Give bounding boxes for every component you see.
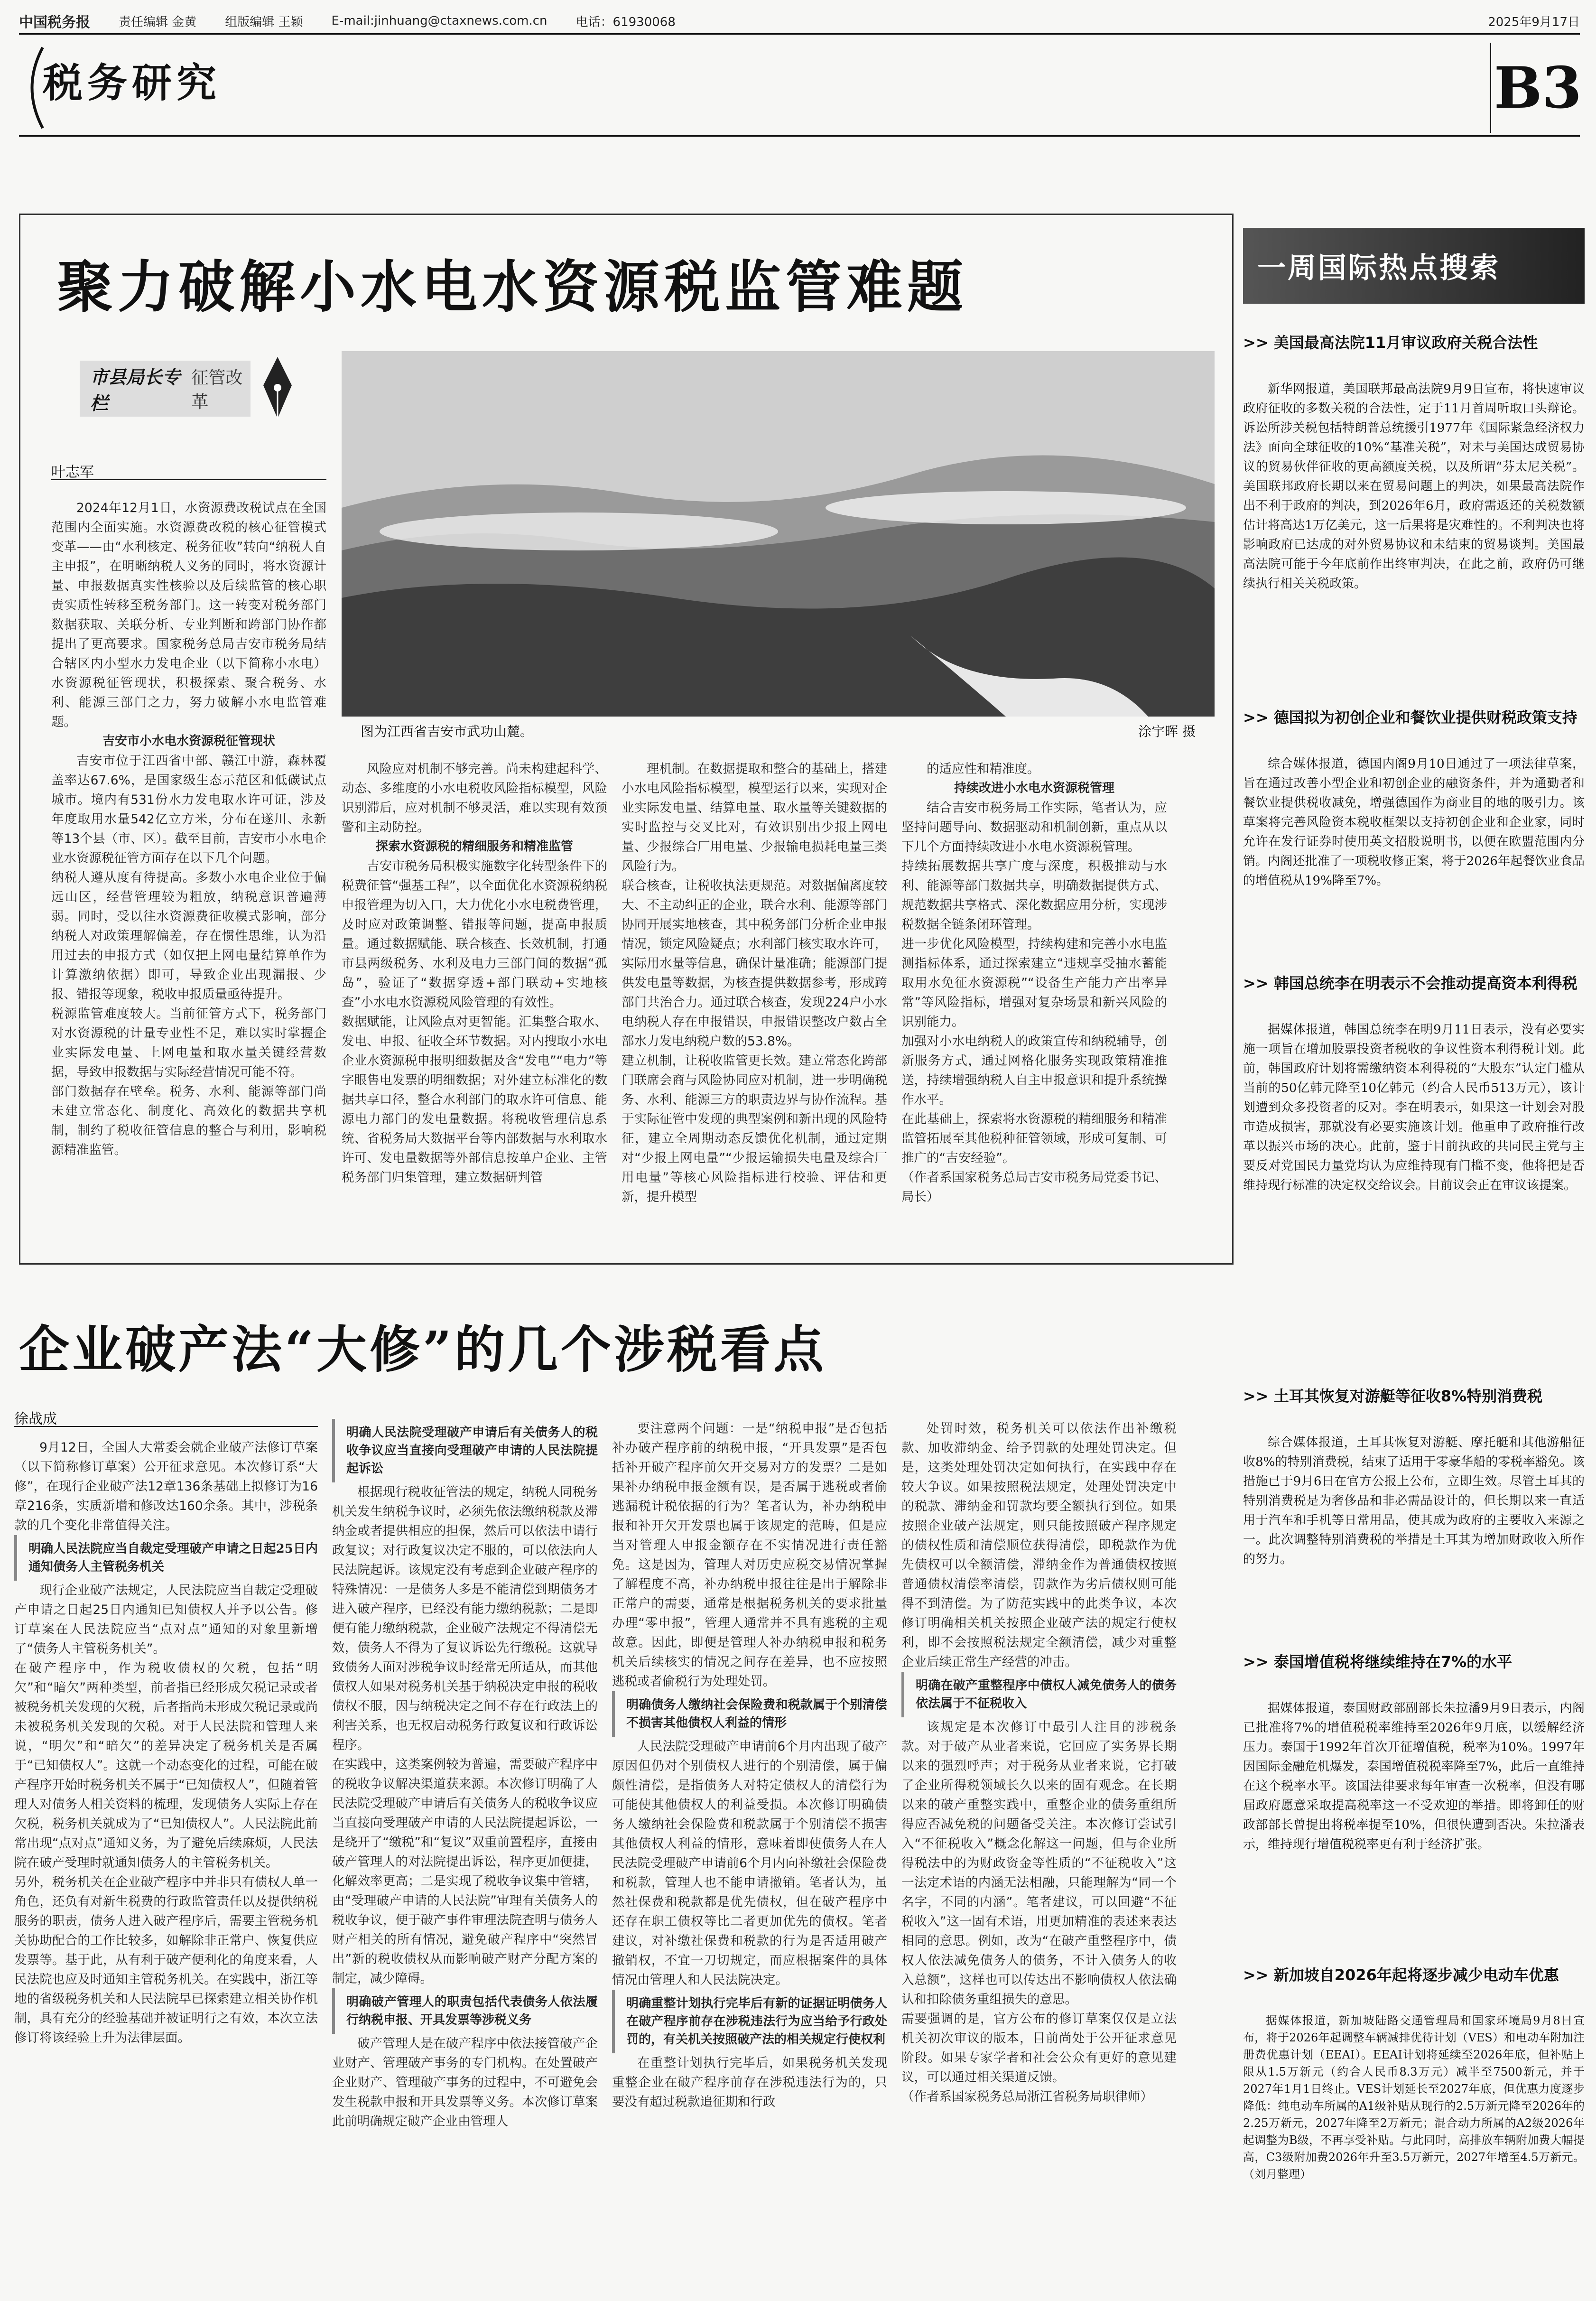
news-body: 综合媒体报道，土耳其恢复对游艇、摩托艇和其他游船征收8%的特别消费税，结束了适用于零豪华船的零税率豁免。该措施已于9月6日在官方公报上公布，立即生效。尽管土耳其的特别消费税是为奢侈品和非必需品设计的，但长期以来一直适用于汽车和手机等日常用品，使其成为政府的主要收入来源之一。此次调整特别消费税的举措是土耳其为增加财政收入所作的努力。	[1243, 1435, 1585, 1566]
news-body: 据媒体报道，新加坡陆路交通管理局和国家环境局9月8日宣布，将于2026年起调整车辆减排优待计划（VES）和电动车附加注册费优惠计划（EEAI）。EEAI计划将延续至2026年底，但补贴上限从1.5万新元（约合人民币8.3万元）减半至7500新元，并于2027年1月1日终止。VES计划延长至2027年底，但优惠力度逐步降低：纯电动车所属的A1级补贴从现行的2.5万新元降至2026年的2.25万新元，2027年降至2万新元；混合动力所属的A2级2026年起调整为B级，不再享受补贴。与此同时，高排放车辆附加费大幅提高，C3级附加费2026年升至3.5万新元，2027年增至4.5万新元。（刘月整理）	[1243, 2014, 1585, 2181]
subheading: 持续改进小水电水资源税管理	[954, 781, 1114, 795]
paragraph: 在重整计划执行完毕后，如果税务机关发现重整企业在破产程序前存在涉税违法行为的，只要没有超过税款追征期和行政	[612, 2056, 887, 2109]
photo-caption	[342, 721, 1215, 740]
subheading: 吉安市小水电水资源税征管现状	[102, 734, 275, 748]
pull-quote: 明确破产管理人的职责包括代表债务人依法履行纳税申报、开具发票等涉税义务	[332, 1988, 598, 2034]
paragraph: 2024年12月1日，水资源费改税试点在全国范围内全面实施。水资源费改税的核心征管模式变革——由“水利核定、税务征收”转向“纳税人自主申报”，在明晰纳税人义务的同时，将水资源计量、申报数据真实性核验以及后续监管的核心职责实质性转移至税务部门。这一转变对税务部门数据获取、关联分析、专业判断和跨部门协作都提出了更高要求。国家税务总局吉安市税务局结合辖区内小型水力发电企业（以下简称小水电）水资源税征管现状，积极探索、聚合税务、水利、能源三部门之力，努力破解小水电监管难题。	[51, 501, 326, 729]
article-column	[51, 498, 326, 1160]
article-column	[612, 1419, 887, 2112]
news-headline: >> 韩国总统李在明表示不会推动提高资本利得税	[1243, 974, 1577, 992]
article-author: 徐战成	[14, 1411, 57, 1427]
divider	[19, 135, 1580, 137]
paragraph: 的适应性和精准度。	[927, 762, 1040, 776]
photo-caption-text: 图为江西省吉安市武功山麓。	[361, 724, 534, 739]
paragraph: 处罚时效，税务机关可以依法作出补缴税款、加收滞纳金、给予罚款的处理处罚决定。但是，这类处理处罚决定如何执行，在实践中存在较大争议。如果按照税法规定，处理处罚决定中的税款、滞纳金和罚款均要全额执行到位。如果按照企业破产法规定，则只能按照破产程序规定的债权性质和清偿顺位获得清偿，即税款作为优先债权可以全额清偿，滞纳金作为普通债权按照普通债权清偿率清偿，罚款作为劣后债权则可能得不到清偿。为了防范实践中的此类争议，本次修订明确相关机关按照企业破产法的规定行使权利，即不会按照税法规定全额清偿，减少对重整企业后续正常生产经营的冲击。	[901, 1421, 1177, 1669]
editor: 责任编辑 金黄	[119, 15, 197, 29]
article-author: 叶志军	[51, 464, 94, 481]
email[interactable]: E-mail:jinhuang@ctaxnews.com.cn	[331, 14, 547, 28]
landscape-photo	[342, 351, 1215, 717]
paragraph: 破产管理人是在破产程序中依法接管破产企业财产、管理破产事务的专门机构。在处置破产企业财产、管理破产事务的过程中，不可避免会发生税款申报和开具发票等义务。本次修订草案此前明确规定破产企业由管理人	[332, 2036, 598, 2129]
article-title: 企业破产法“大修”的几个涉税看点	[19, 1320, 826, 1379]
column-sub: 征管改革	[191, 368, 243, 412]
news-body: 据媒体报道，泰国财政部副部长朱拉潘9月9日表示，内阁已批准将7%的增值税税率维持至2026年9月底，以缓解经济压力。泰国于1992年首次开征增值税，税率为10%。1997年因国际金融危机爆发，泰国增值税税率降至7%，此后一直维持在这个税率水平。该国法律要求每年审查一次税率，但没有哪届政府愿意采取提高税率这一不受欢迎的举措。即将卸任的财政部部长曾提出将税率提至10%，但很快遭到否决。朱拉潘表示，维持现行增值税税率更有利于经济扩张。	[1243, 1701, 1585, 1852]
paragraph: 现行企业破产法规定，人民法院应当自裁定受理破产申请之日起25日内通知已知债权人并予以公告。修订草案在人民法院应当“点对点”通知的对象里新增了“债务人主管税务机关”。 在破产程序中，作为税收债权的欠税，包括“明欠”和“暗欠”两种类型，前者指已经形成欠税记录或者被税务机关发现的欠税，后者指尚未形成欠税记录或尚未被税务机关发现的欠税。对于人民法院和管理人来说，“明欠”和“暗欠”的差异决定了税务机关是否属于“已知债权人”。这就一个动态变化的过程，可能在破产程序开始时税务机关不属于“已知债权人”，但随着管理人对债务人相关资料的梳理，发现债务人实际上存在欠税，税务机关就成为了“已知债权人”。人民法院此前常出现“点对点”通知义务，为了避免后续麻烦，人民法院在破产受理时就通知债务人的主管税务机关。 另外，税务机关在企业破产程序中并非只有债权人单一角色，还负有对新生税费的行政监管责任以及提供纳税服务的职责，债务人进入破产程序后，需要主管税务机关协助配合的工作比较多，如解除非正常户、恢复供应发票等。基于此，从有利于破产便利化的角度来看，人民法院也应及时通知主管税务机关。在实践中，浙江等地的省级税务机关和人民法院早已探索建立相关协作机制，具有充分的经验基础并被证明行之有效，本次立法修订将该经验上升为法律层面。	[14, 1583, 318, 2045]
news-body: 据媒体报道，韩国总统李在明9月11日表示，没有必要实施一项旨在增加股票投资者税收的争议性资本利得税计划。此前，韩国政府计划将需缴纳资本利得税的“大股东”认定门槛从当前的50亿韩元降至10亿韩元（约合人民币513万元），该计划遭到众多投资者的反对。李在明表示，如果这一计划会对股市造成损害，那就没有必要实施该计划。他重申了政府推行改革以振兴市场的决心。此前，鉴于目前执政的共同民主党与主要反对党国民力量党均认为应维持现有门槛不变，他将把是否维持现行标准的决定权交给议会。目前议会正在审议该提案。	[1243, 1023, 1585, 1192]
article-column	[342, 759, 607, 1187]
pull-quote: 明确人民法院应当自裁定受理破产申请之日起25日内通知债务人主管税务机关	[14, 1535, 318, 1581]
column-name: 市县局长专栏	[90, 367, 181, 414]
column-badge	[80, 361, 251, 417]
article-column	[622, 759, 887, 1207]
article-title: 聚力破解小水电水资源税监管难题	[57, 254, 968, 320]
article-column	[14, 1438, 318, 2048]
paragraph: 该规定是本次修订中最引人注目的涉税条款。对于破产从业者来说，它回应了实务界长期以来的强烈呼声；对于税务从业者来说，它打破了企业所得税领域长久以来的固有观念。在长期以来的破产重整实践中，重整企业的债务重组所得应否减免税的问题备受关注。本次修订尝试引入“不征税收入”概念化解这一问题，但与企业所得税法中的为财政资金等性质的“不征税收入”这一法定术语的内涵无法相融，只能理解为“同一个名字，不同的内涵”。笔者建议，可以回避“不征税收入”这一固有术语，用更加精准的表述来表达相同的意思。例如，改为“在破产重整程序中，债权人依法减免债务人的债务，不计入债务人的收入总额”，这样也可以传达出不影响债权人依法确认和扣除债务重组损失的意思。 需要强调的是，官方公布的修订草案仅仅是立法机关初次审议的版本，目前尚处于公开征求意见阶段。如果专家学者和社会公众有更好的意见建议，可以通过相关渠道反馈。 （作者系国家税务总局浙江省税务局职律师）	[901, 1720, 1177, 2104]
news-body: 新华网报道，美国联邦最高法院9月9日宣布，将快速审议政府征收的多数关税的合法性，定于11月首周听取口头辩论。诉讼所涉关税包括特朗普总统援引1977年《国际紧急经济权力法》面向全球征收的10%“基准关税”，对未与美国达成贸易协议的贸易伙伴征收的更高额度关税，以及所谓“芬太尼关税”。美国联邦政府长期以来在贸易问题上的判决，如果最高法院作出不利于政府的判决，到2026年6月，政府需返还的关税数额估计将高达1万亿美元，这一后果将是灾难性的。不利判决也将影响政府已达成的对外贸易协议和未结束的贸易谈判。美国最高法院可能于今年底前作出终审判决，在此之前，政府仍可继续执行相关关税政策。	[1243, 382, 1585, 591]
section-title: 税务研究	[43, 59, 222, 106]
paragraph: 吉安市税务局积极实施数字化转型条件下的税费征管“强基工程”，以全面优化水资源税纳税申报管理为切入口，大力优化小水电税费管理，及时应对政策调整、错报等问题，提高申报质量。通过数据赋能、联合核查、长效机制，打通市县两级税务、水利及电力三部门间的数据“孤岛”，验证了“数据穿透+部门联动+实地核查”小水电水资源税风险管理的有效性。 数据赋能，让风险点对更智能。汇集整合取水、发电、申报、征收全环节数据。对内搜取小水电企业水资源税申报明细数据及含“发电”“电力”等字眼售电发票的明细数据；对外建立标准化的数据共享口径，整合水利部门的取水许可信息、能源电力部门的发电量数据。将税收管理信息系统、省税务局大数据平台等内部数据与水利取水许可、发电量数据等外部信息按单户企业、主管税务部门归集管理，建立数据研判管	[342, 859, 607, 1185]
paragraph: 人民法院受理破产申请前6个月内出现了破产原因但仍对个别债权人进行的个别清偿，属于偏颇性清偿，是指债务人对特定债权人的清偿行为可能使其他债权人的利益受损。本次修订明确债务人缴纳社会保险费和税款属于个别清偿不损害其他债权人利益的情形，意味着即使债务人在人民法院受理破产申请前6个月内向补缴社会保险费和税款，管理人也不能申请撤销。笔者认为，虽然社保费和税款都是优先债权，但在破产程序中还存在职工债权等比二者更加优先的债权。笔者建议，对补缴社保费和税款的行为是否适用破产撤销权，不宜一刀切规定，而应根据案件的具体情况由管理人和人民法院决定。	[612, 1739, 887, 1987]
layout-editor: 组版编辑 王颖	[225, 15, 303, 29]
sidebar-header	[1243, 228, 1585, 304]
pull-quote: 明确在破产重整程序中债权人减免债务人的债务依法属于不征税收入	[901, 1672, 1177, 1717]
paragraph: 9月12日，全国人大常委会就企业破产法修订草案（以下简称修订草案）公开征求意见。本次修订系“大修”，在现行企业破产法12章136条基础上拟修订为16章216条，实质新增和修改达160余条。其中，涉税条款的几个变化非常值得关注。	[14, 1440, 318, 1533]
news-headline: >> 土耳其恢复对游艇等征收8%特别消费税	[1243, 1387, 1543, 1405]
sidebar-title: 一周国际热点搜索	[1257, 252, 1500, 285]
news-headline: >> 美国最高法院11月审议政府关税合法性	[1243, 334, 1538, 352]
news-headline: >> 泰国增值税将继续维持在7%的水平	[1243, 1653, 1512, 1671]
pen-icon	[256, 352, 299, 423]
phone: 电话：61930068	[575, 15, 676, 29]
news-headline: >> 德国拟为初创企业和餐饮业提供财税政策支持	[1243, 708, 1577, 727]
divider	[19, 33, 1580, 35]
paragraph: 要注意两个问题：一是“纳税申报”是否包括补办破产程序前的纳税申报，“开具发票”是否包括补开破产程序前欠开交易对方的发票？二是如果补办纳税申报金额有误，是否属于逃税或者偷逃漏税计税依据的行为？笔者认为，补办纳税申报和补开欠开发票也属于该规定的范畴，但是应当对管理人申报金额存在不实情况进行责任豁免。这是因为，管理人对历史应税交易情况掌握了解程度不高，补办纳税申报往往是出于解除非正常户的需要，通常是根据税务机关的要求批量办理“零申报”，管理人通常并不具有逃税的主观故意。因此，即便是管理人补办纳税申报和税务机关后续核实的情况之间存在差异，也不应按照逃税或者偷税行为处理处罚。	[612, 1421, 887, 1689]
paragraph: 根据现行税收征管法的规定，纳税人同税务机关发生纳税争议时，必须先依法缴纳税款及滞纳金或者提供相应的担保，然后可以依法申请行政复议；对行政复议决定不服的，可以依法向人民法院起诉。该规定没有考虑到企业破产程序的特殊情况：一是债务人多是不能清偿到期债务才进入破产程序，已经没有能力缴纳税款；二是即便有能力缴纳税款，企业破产法规定不得清偿无效，债务人不得为了复议诉讼先行缴税。这就导致债务人面对涉税争议时经常无所适从，而其他债权人如果对税务机关基于纳税决定申报的税收债权不服，因与纳税决定之间不存在行政法上的利害关系，也无权启动税务行政复议和行政诉讼程序。 在实践中，这类案例较为普遍，需要破产程序中的税收争议解决渠道获来源。本次修订明确了人民法院受理破产申请后有关债务人的税收争议应当直接向受理破产申请的人民法院提起诉讼，一是绕开了“缴税”和“复议”双重前置程序，直接由破产管理人的对法院提出诉讼，程序更加便捷，化解效率更高；二是实现了税收争议集中管辖，由“受理破产申请的人民法院”审理有关债务人的税收争议，便于破产事件审理法院查明与债务人财产相关的所有情况，避免破产程序中“突然冒出”新的税收债权从而影响破产财产分配方案的制定，减少障碍。	[332, 1485, 598, 1986]
pull-quote: 明确债务人缴纳社会保险费和税款属于个别清偿不损害其他债权人利益的情形	[612, 1691, 887, 1737]
news-body: 综合媒体报道，德国内阁9月10日通过了一项法律草案，旨在通过改善小型企业和初创企业的融资条件，并为通勤者和餐饮业提供税收减免，增强德国作为商业目的地的吸引力。该草案将完善风险资本税收框架以支持初创企业和企业家，同时允许在发行证券时使用英文招股说明书，以便在欧盟范围内分销。内阁还批准了一项税收修正案，将于2026年起餐饮业食品的增值税从19%降至7%。	[1243, 757, 1585, 888]
pull-quote: 明确重整计划执行完毕后有新的证据证明债务人在破产程序前存在涉税违法行为应当给予行政处罚的，有关机关按照破产法的相关规定行使权利	[612, 1990, 887, 2053]
news-headline: >> 新加坡自2026年起将逐步减少电动车优惠	[1243, 1966, 1559, 1984]
article-column	[332, 1419, 598, 2131]
divider	[14, 1426, 318, 1427]
issue-date: 2025年9月17日	[1488, 15, 1580, 29]
masthead-bar	[19, 10, 1580, 31]
paragraph: 理机制。在数据提取和整合的基础上，搭建小水电风险指标模型，模型运行以来，实现对企业实际发电量、结算电量、取水量等关键数据的实时监控与交叉比对，有效识别出少报上网电量、少报综合厂用电量、少报输电损耗电量三类风险行为。 联合核查，让税收执法更规范。对数据偏离度较大、不主动纠正的企业，联合水利、能源等部门协同开展实地核查，其中税务部门分析企业申报情况，锁定风险疑点；水利部门核实取水许可，实际用水量等信息，确保计量准确；能源部门提供发电量等数据，为核查提供数据参考，形成跨部门共治合力。通过联合核查，发现224户小水电纳税人存在申报错误，申报错误整改户数占全部水力发电纳税户数的53.8%。 建立机制，让税收监管更长效。建立常态化跨部门联席会商与风险协同应对机制，进一步明确税务、水利、能源三方的职责边界与协作流程。基于实际征管中发现的典型案例和新出现的风险特征，建立全周期动态反馈优化机制，通过定期对“少报上网电量”“少报运输损失电量及综合厂用电量”等核心风险指标进行校验、评估和更新，提升模型	[622, 762, 887, 1204]
article-column	[901, 759, 1167, 1207]
paragraph: 结合吉安市税务局工作实际，笔者认为，应坚持问题导向、数据驱动和机制创新，重点从以下几个方面持续改进小水电水资源税管理。 持续拓展数据共享广度与深度，积极推动与水利、能源等部门数据共享，明确数据提供方式、规范数据共享格式、深化数据应用分析，实现涉税数据全链条闭环管理。 进一步优化风险模型，持续构建和完善小水电监测指标体系，通过探索建立“违规享受抽水蓄能取用水免征水资源税”“设备生产能力产出率异常”等风险指标，增强对复杂场景和新兴风险的识别能力。 加强对小水电纳税人的政策宣传和纳税辅导，创新服务方式，通过网格化服务实现政策精准推送，持续增强纳税人自主申报意识和提升系统操作水平。 在此基础上，探索将水资源税的精细服务和精准监管拓展至其他税种征管领域，形成可复制、可推广的“吉安经验”。 （作者系国家税务总局吉安市税务局党委书记、局长）	[901, 801, 1167, 1204]
page-number: B3	[1490, 43, 1585, 133]
photo-credit: 涂宇晖 摄	[1138, 724, 1196, 739]
paper-name: 中国税务报	[19, 14, 90, 31]
divider	[51, 479, 326, 480]
article-column	[901, 1419, 1177, 2106]
paragraph: 吉安市位于江西省中部、赣江中游，森林覆盖率达67.6%，是国家级生态示范区和低碳试点城市。境内有531份水力发电取水许可证，涉及年度取用水量542亿立方米，分布在遂川、永新等13个县（市、区）。截至目前，吉安市小水电企业水资源税征管方面存在以下几个问题。 纳税人遵从度有待提高。多数小水电企业位于偏远山区，经营管理较为粗放，纳税意识普遍薄弱。同时，受以往水资源费征收模式影响，部分纳税人对政策理解偏差，存在惯性思维，认为沿用过去的申报方式（如仅把上网电量结算单作为计算激纳依据）即可，导致企业出现漏报、少报、错报等现象，税收申报质量亟待提升。 税源监管难度较大。当前征管方式下，税务部门对水资源税的计量专业性不足，难以实时掌握企业实际发电量、上网电量和取水量关键经营数据，导致申报数据与实际经营情况可能不符。 部门数据存在壁垒。税务、水利、能源等部门尚未建立常态化、制度化、高效化的数据共享机制，制约了税收征管信息的整合与利用，影响税源精准监管。	[51, 754, 326, 1157]
paragraph: 风险应对机制不够完善。尚未构建起科学、动态、多维度的小水电税收风险指标模型，风险识别滞后，应对机制不够灵活，难以实现有效预警和主动防控。	[342, 762, 607, 835]
subheading: 探索水资源税的精细服务和精准监管	[375, 839, 573, 854]
pull-quote: 明确人民法院受理破产申请后有关债务人的税收争议应当直接向受理破产申请的人民法院提起诉讼	[332, 1419, 598, 1482]
